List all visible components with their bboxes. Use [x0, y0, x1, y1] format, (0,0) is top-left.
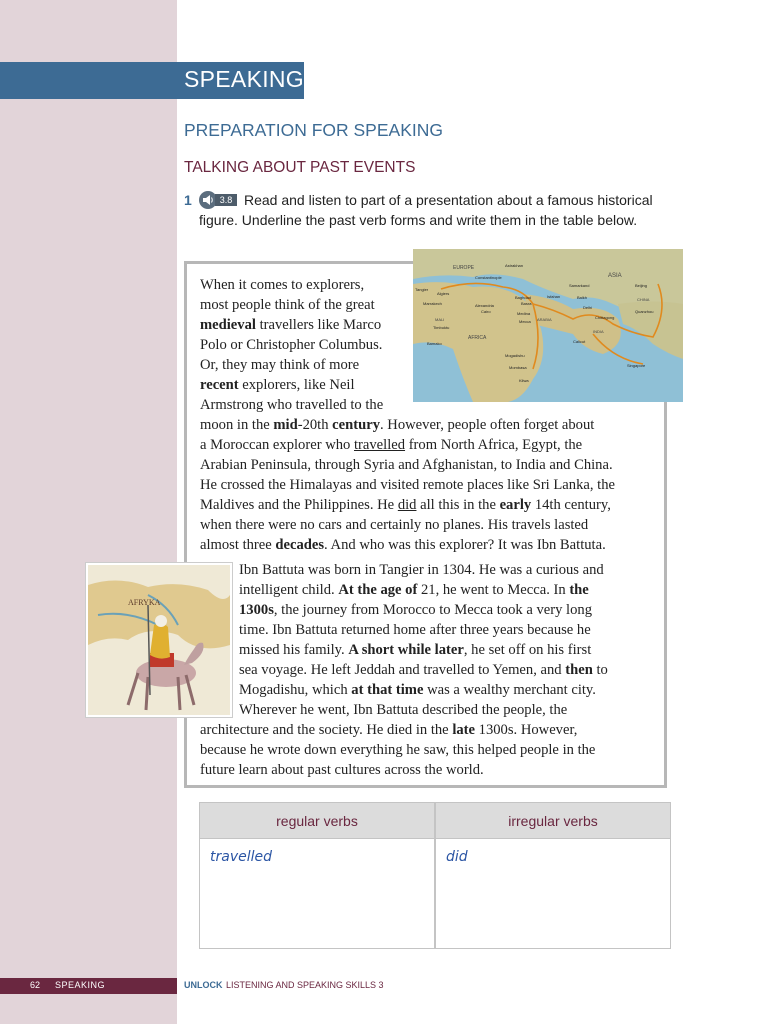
passage-line: Or, they may think of more — [200, 357, 360, 373]
map-label-arabia: ARABIA — [537, 317, 552, 322]
map-label-samarkand: Samarkand — [569, 283, 590, 288]
map-label-india: INDIA — [593, 329, 604, 334]
map-label-chittagong: Chittagong — [595, 315, 615, 320]
map-label-constantinople: Constantinople — [475, 275, 502, 280]
passage-line: almost three decades. And who was this explorer? It was Ibn Battuta. — [200, 537, 606, 553]
passage-line: because he wrote down everything he saw, this helped people in the — [200, 742, 596, 758]
map-label-singapore: Singapore — [627, 363, 646, 368]
map-label-mogadishu: Mogadishu — [505, 353, 525, 358]
passage-line: He crossed the Himalayas and visited remote places like Sri Lanka, the — [200, 477, 615, 493]
map-label-calicut: Calicut — [573, 339, 586, 344]
passage-line: sea voyage. He left Jeddah and travelled to Yemen, and then to — [239, 662, 608, 678]
map-label-balkh: Balkh — [577, 295, 588, 300]
passage-line: Wherever he went, Ibn Battuta described the people, the — [239, 702, 568, 718]
passage-line: Maldives and the Philippines. He did all this in the early 14th century, — [200, 497, 611, 513]
map-label-baghdad: Baghdad — [515, 295, 532, 300]
page-number: 62 — [30, 980, 41, 990]
travel-route-map — [413, 249, 683, 402]
book-title: LISTENING AND SPEAKING SKILLS 3 — [226, 980, 384, 990]
passage-line: future learn about past cultures across the world. — [200, 762, 484, 778]
left-margin-strip — [0, 0, 177, 1024]
map-label-timbuktu: Timbuktu — [433, 325, 450, 330]
map-label-africa: AFRICA — [468, 335, 487, 341]
passage-line: time. Ibn Battuta returned home after three years because he — [239, 622, 591, 638]
subheading: TALKING ABOUT PAST EVENTS — [184, 159, 416, 176]
map-label-mombasa: Mombasa — [509, 365, 527, 370]
audio-button[interactable] — [199, 191, 239, 209]
instruction-line-1: Read and listen to part of a presentation about a famous historical — [244, 192, 653, 208]
footer-section: SPEAKING — [55, 980, 106, 990]
passage-line: When it comes to explorers, — [200, 277, 365, 293]
passage-line: Arabian Peninsula, through Syria and Afghanistan, to India and China. — [200, 457, 613, 473]
passage-line: Ibn Battuta was born in Tangier in 1304. He was a curious and — [239, 562, 604, 578]
map-label-quanzhou: Quanzhou — [635, 309, 654, 314]
passage-line: medieval travellers like Marco — [200, 317, 382, 333]
header-regular-verbs: regular verbs — [276, 813, 358, 829]
passage-line: Armstrong who travelled to the — [200, 397, 384, 413]
passage-line: Mogadishu, which at that time was a wealthy merchant city. — [239, 682, 596, 698]
map-label-china: CHINA — [637, 297, 650, 302]
audio-track-number: 3.8 — [215, 194, 237, 206]
map-label-marrakech: Marrakech — [423, 301, 442, 306]
passage-line: when there were no cars and certainly no planes. His travels lasted — [200, 517, 589, 533]
brand-logo: UNLOCK — [184, 980, 223, 990]
passage-line: most people think of the great — [200, 297, 375, 313]
map-label-kilwa: Kilwa — [519, 378, 529, 383]
passage-line: Polo or Christopher Columbus. — [200, 337, 383, 353]
map-label-europe: EUROPE — [453, 265, 475, 271]
instruction-line-2: figure. Underline the past verb forms and write them in the table below. — [199, 212, 638, 228]
answer-regular-cell[interactable]: travelled — [210, 849, 273, 865]
map-label-isfahan: Isfahan — [547, 294, 561, 299]
passage-line: moon in the mid-20th century. However, people often forget about — [200, 417, 595, 433]
map-label-medina: Medina — [517, 311, 531, 316]
passage-line: recent explorers, like Neil — [200, 377, 355, 393]
passage-line: architecture and the society. He died in the late 1300s. However, — [200, 722, 578, 738]
map-label-astrakhan: Astrakhan — [505, 263, 524, 268]
passage-line: 1300s, the journey from Morocco to Mecca took a very long — [239, 602, 593, 618]
map-label-bamako: Bamako — [427, 341, 442, 346]
map-label-tangier: Tangier — [415, 287, 429, 292]
exercise-number: 1 — [184, 192, 192, 208]
map-label-alexandria: Alexandria — [475, 303, 494, 308]
map-label-beijing: Beijing — [635, 283, 648, 288]
map-label-mecca: Mecca — [519, 319, 531, 324]
map-label-algiers: Algiers — [437, 291, 450, 296]
passage-line: missed his family. A short while later, he set off on his first — [239, 642, 592, 658]
answer-irregular-cell[interactable]: did — [446, 849, 468, 865]
section-title: SPEAKING — [184, 66, 304, 92]
ibn-battuta-illustration — [86, 563, 232, 717]
header-irregular-verbs: irregular verbs — [508, 813, 598, 829]
portrait-label: AFRYKA — [128, 598, 161, 607]
preparation-heading: PREPARATION FOR SPEAKING — [184, 120, 443, 140]
map-label-basra: Basra — [521, 301, 532, 306]
map-label-mali: MALI — [435, 317, 445, 322]
passage-line: intelligent child. At the age of 21, he went to Mecca. In the — [239, 582, 589, 598]
verb-table — [199, 802, 671, 949]
map-label-delhi: Delhi — [583, 305, 593, 310]
passage-line: a Moroccan explorer who travelled from North Africa, Egypt, the — [200, 437, 583, 453]
map-label-asia: ASIA — [608, 273, 622, 279]
map-label-cairo: Cairo — [481, 309, 491, 314]
